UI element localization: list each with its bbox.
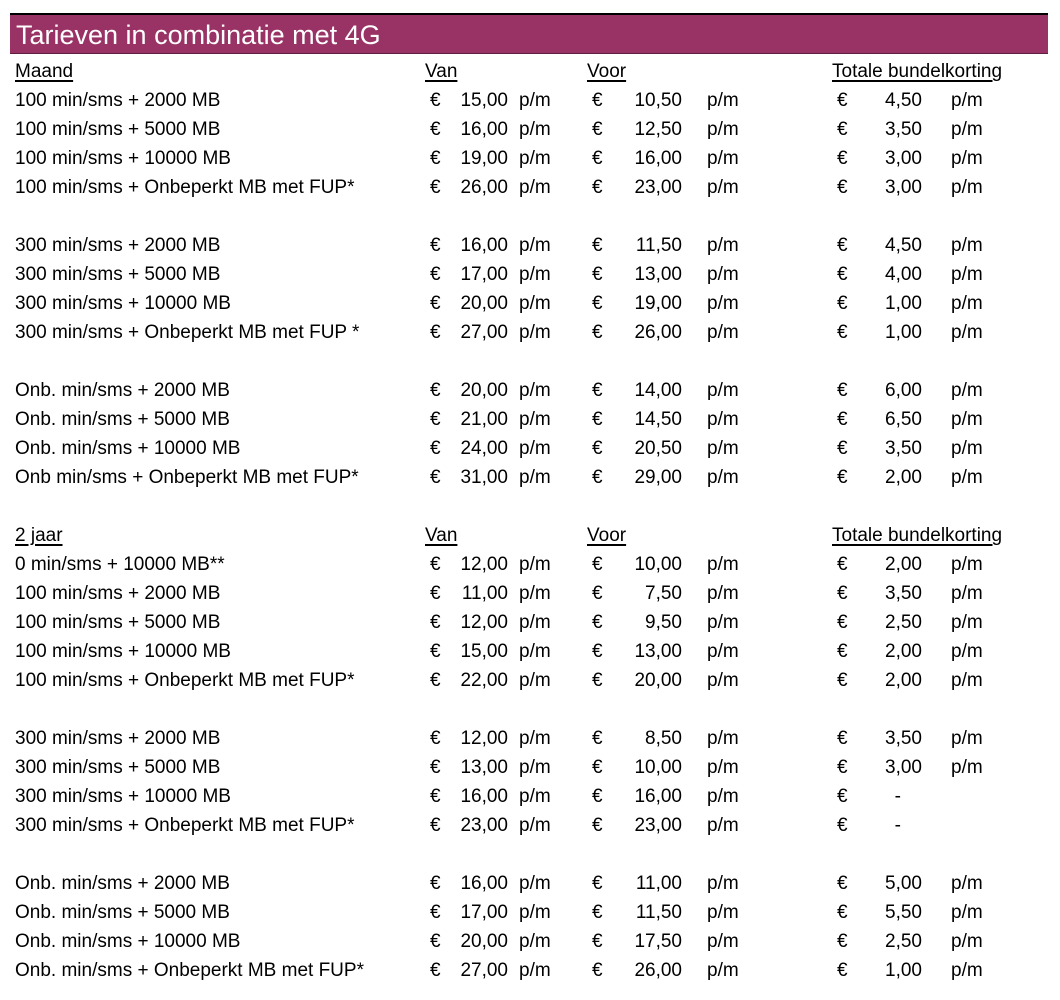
column-header-voor: Voor xyxy=(587,61,627,82)
bundle-discount: 3,50 xyxy=(885,728,922,749)
bundle-discount: 2,00 xyxy=(885,670,922,691)
currency-symbol: € xyxy=(592,641,603,662)
currency-symbol: € xyxy=(430,235,441,256)
bundle-discount: 3,00 xyxy=(885,148,922,169)
currency-symbol: € xyxy=(837,873,848,894)
unit-label: p/m xyxy=(951,467,983,488)
currency-symbol: € xyxy=(837,438,848,459)
currency-symbol: € xyxy=(430,554,441,575)
currency-symbol: € xyxy=(592,409,603,430)
price-voor: 10,00 xyxy=(634,554,682,575)
bundle-name: 100 min/sms + 10000 MB xyxy=(15,148,231,169)
section-label: 2 jaar xyxy=(15,525,63,546)
price-voor: 10,50 xyxy=(634,90,682,111)
table-row xyxy=(0,463,1060,492)
currency-symbol: € xyxy=(430,438,441,459)
section-header-row xyxy=(0,521,1060,550)
currency-symbol: € xyxy=(430,177,441,198)
unit-label: p/m xyxy=(519,960,551,981)
price-van: 17,00 xyxy=(460,902,508,923)
unit-label: p/m xyxy=(707,264,739,285)
bundle-name: 300 min/sms + 5000 MB xyxy=(15,264,221,285)
currency-symbol: € xyxy=(592,264,603,285)
price-voor: 19,00 xyxy=(634,293,682,314)
column-header-van: Van xyxy=(425,525,458,546)
bundle-name: 300 min/sms + 5000 MB xyxy=(15,757,221,778)
table-row xyxy=(0,434,1060,463)
currency-symbol: € xyxy=(837,293,848,314)
currency-symbol: € xyxy=(430,409,441,430)
unit-label: p/m xyxy=(707,293,739,314)
table-row xyxy=(0,637,1060,666)
unit-label: p/m xyxy=(951,554,983,575)
unit-label: p/m xyxy=(951,612,983,633)
currency-symbol: € xyxy=(430,902,441,923)
unit-label: p/m xyxy=(951,90,983,111)
unit-label: p/m xyxy=(707,873,739,894)
currency-symbol: € xyxy=(592,931,603,952)
unit-label: p/m xyxy=(951,148,983,169)
unit-label: p/m xyxy=(519,612,551,633)
price-van: 12,00 xyxy=(460,612,508,633)
table-row xyxy=(0,318,1060,347)
currency-symbol: € xyxy=(430,90,441,111)
price-van: 12,00 xyxy=(460,554,508,575)
table-row xyxy=(0,811,1060,840)
unit-label: p/m xyxy=(519,177,551,198)
unit-label: p/m xyxy=(519,148,551,169)
table-row xyxy=(0,173,1060,202)
bundle-name: Onb. min/sms + 10000 MB xyxy=(15,438,241,459)
unit-label: p/m xyxy=(707,177,739,198)
currency-symbol: € xyxy=(592,757,603,778)
table-row xyxy=(0,144,1060,173)
price-van: 23,00 xyxy=(460,815,508,836)
currency-symbol: € xyxy=(592,380,603,401)
unit-label: p/m xyxy=(519,90,551,111)
bundle-discount: 3,50 xyxy=(885,438,922,459)
bundle-discount: 1,00 xyxy=(885,293,922,314)
currency-symbol: € xyxy=(837,90,848,111)
unit-label: p/m xyxy=(951,728,983,749)
currency-symbol: € xyxy=(430,119,441,140)
currency-symbol: € xyxy=(592,612,603,633)
bundle-name: 300 min/sms + 10000 MB xyxy=(15,786,231,807)
bundle-name: 100 min/sms + 2000 MB xyxy=(15,90,221,111)
currency-symbol: € xyxy=(837,757,848,778)
unit-label: p/m xyxy=(707,815,739,836)
section-header-row xyxy=(0,57,1060,86)
bundle-name: 300 min/sms + 2000 MB xyxy=(15,235,221,256)
unit-label: p/m xyxy=(519,293,551,314)
bundle-name: 300 min/sms + 10000 MB xyxy=(15,293,231,314)
bundle-discount: 3,50 xyxy=(885,119,922,140)
unit-label: p/m xyxy=(951,380,983,401)
table-row xyxy=(0,898,1060,927)
price-van: 16,00 xyxy=(460,235,508,256)
table-row xyxy=(0,260,1060,289)
unit-label: p/m xyxy=(951,757,983,778)
currency-symbol: € xyxy=(430,757,441,778)
bundle-discount: 4,50 xyxy=(885,235,922,256)
bundle-discount: 2,00 xyxy=(885,641,922,662)
unit-label: p/m xyxy=(519,873,551,894)
price-van: 27,00 xyxy=(460,960,508,981)
unit-label: p/m xyxy=(951,293,983,314)
price-voor: 12,50 xyxy=(634,119,682,140)
unit-label: p/m xyxy=(707,467,739,488)
bundle-name: 0 min/sms + 10000 MB** xyxy=(15,554,225,575)
bundle-name: 100 min/sms + 10000 MB xyxy=(15,641,231,662)
table-row xyxy=(0,956,1060,985)
table-row xyxy=(0,115,1060,144)
currency-symbol: € xyxy=(592,728,603,749)
bundle-discount: 4,50 xyxy=(885,90,922,111)
bundle-name: 100 min/sms + Onbeperkt MB met FUP* xyxy=(15,177,355,198)
currency-symbol: € xyxy=(592,148,603,169)
price-van: 26,00 xyxy=(460,177,508,198)
currency-symbol: € xyxy=(430,612,441,633)
price-voor: 20,50 xyxy=(634,438,682,459)
table-row xyxy=(0,579,1060,608)
price-van: 20,00 xyxy=(460,931,508,952)
currency-symbol: € xyxy=(430,583,441,604)
price-van: 22,00 xyxy=(460,670,508,691)
price-van: 17,00 xyxy=(460,264,508,285)
price-voor: 14,00 xyxy=(634,380,682,401)
bundle-discount: 1,00 xyxy=(885,960,922,981)
currency-symbol: € xyxy=(430,728,441,749)
unit-label: p/m xyxy=(951,264,983,285)
currency-symbol: € xyxy=(592,177,603,198)
currency-symbol: € xyxy=(837,554,848,575)
unit-label: p/m xyxy=(951,438,983,459)
unit-label: p/m xyxy=(519,931,551,952)
bundle-discount: 1,00 xyxy=(885,322,922,343)
bundle-name: Onb. min/sms + 5000 MB xyxy=(15,902,230,923)
bundle-name: 300 min/sms + Onbeperkt MB met FUP* xyxy=(15,815,355,836)
price-van: 21,00 xyxy=(460,409,508,430)
currency-symbol: € xyxy=(837,670,848,691)
unit-label: p/m xyxy=(707,757,739,778)
unit-label: p/m xyxy=(951,235,983,256)
currency-symbol: € xyxy=(430,815,441,836)
table-row xyxy=(0,666,1060,695)
bundle-discount: 3,50 xyxy=(885,583,922,604)
bundle-name: 300 min/sms + Onbeperkt MB met FUP * xyxy=(15,322,360,343)
unit-label: p/m xyxy=(519,728,551,749)
unit-label: p/m xyxy=(951,960,983,981)
price-van: 13,00 xyxy=(460,757,508,778)
bundle-discount: 5,00 xyxy=(885,873,922,894)
bundle-name: Onb. min/sms + 10000 MB xyxy=(15,931,241,952)
unit-label: p/m xyxy=(707,148,739,169)
table-row xyxy=(0,289,1060,318)
bundle-name: 100 min/sms + Onbeperkt MB met FUP* xyxy=(15,670,355,691)
currency-symbol: € xyxy=(837,641,848,662)
table-row xyxy=(0,782,1060,811)
unit-label: p/m xyxy=(519,641,551,662)
column-header-voor: Voor xyxy=(587,525,627,546)
bundle-discount: 2,50 xyxy=(885,612,922,633)
bundle-discount: 2,00 xyxy=(885,554,922,575)
currency-symbol: € xyxy=(592,119,603,140)
currency-symbol: € xyxy=(837,380,848,401)
currency-symbol: € xyxy=(592,293,603,314)
bundle-name: Onb. min/sms + 2000 MB xyxy=(15,380,230,401)
currency-symbol: € xyxy=(430,322,441,343)
price-voor: 11,50 xyxy=(635,902,682,923)
bundle-discount: 6,00 xyxy=(885,380,922,401)
currency-symbol: € xyxy=(837,119,848,140)
unit-label: p/m xyxy=(951,322,983,343)
currency-symbol: € xyxy=(592,670,603,691)
currency-symbol: € xyxy=(837,467,848,488)
currency-symbol: € xyxy=(837,264,848,285)
price-voor: 16,00 xyxy=(634,786,682,807)
unit-label: p/m xyxy=(707,380,739,401)
currency-symbol: € xyxy=(837,235,848,256)
price-voor: 13,00 xyxy=(634,641,682,662)
currency-symbol: € xyxy=(837,728,848,749)
bundle-discount: 5,50 xyxy=(885,902,922,923)
unit-label: p/m xyxy=(707,554,739,575)
price-voor: 23,00 xyxy=(634,177,682,198)
currency-symbol: € xyxy=(430,641,441,662)
unit-label: p/m xyxy=(707,409,739,430)
unit-label: p/m xyxy=(519,467,551,488)
unit-label: p/m xyxy=(951,119,983,140)
price-van: 24,00 xyxy=(460,438,508,459)
currency-symbol: € xyxy=(430,148,441,169)
unit-label: p/m xyxy=(519,815,551,836)
unit-label: p/m xyxy=(707,612,739,633)
currency-symbol: € xyxy=(837,409,848,430)
table-row xyxy=(0,608,1060,637)
price-van: 27,00 xyxy=(460,322,508,343)
currency-symbol: € xyxy=(592,583,603,604)
price-voor: 11,00 xyxy=(635,873,682,894)
currency-symbol: € xyxy=(592,786,603,807)
price-voor: 20,00 xyxy=(634,670,682,691)
currency-symbol: € xyxy=(837,612,848,633)
table-row xyxy=(0,86,1060,115)
price-van: 16,00 xyxy=(460,786,508,807)
unit-label: p/m xyxy=(951,583,983,604)
currency-symbol: € xyxy=(837,322,848,343)
table-row xyxy=(0,405,1060,434)
currency-symbol: € xyxy=(837,931,848,952)
unit-label: p/m xyxy=(519,235,551,256)
unit-label: p/m xyxy=(519,438,551,459)
table-row xyxy=(0,753,1060,782)
currency-symbol: € xyxy=(837,786,848,807)
unit-label: p/m xyxy=(951,902,983,923)
bundle-discount: - xyxy=(894,786,901,807)
price-voor: 23,00 xyxy=(634,815,682,836)
price-voor: 10,00 xyxy=(634,757,682,778)
price-voor: 17,50 xyxy=(634,931,682,952)
currency-symbol: € xyxy=(430,931,441,952)
unit-label: p/m xyxy=(519,902,551,923)
unit-label: p/m xyxy=(951,931,983,952)
price-van: 31,00 xyxy=(460,467,508,488)
bundle-discount: 4,00 xyxy=(885,264,922,285)
price-voor: 26,00 xyxy=(634,960,682,981)
currency-symbol: € xyxy=(592,815,603,836)
table-row xyxy=(0,376,1060,405)
bundle-discount: 6,50 xyxy=(885,409,922,430)
column-header-korting: Totale bundelkorting xyxy=(832,61,1003,82)
currency-symbol: € xyxy=(837,960,848,981)
price-voor: 14,50 xyxy=(634,409,682,430)
currency-symbol: € xyxy=(592,235,603,256)
currency-symbol: € xyxy=(592,902,603,923)
price-van: 19,00 xyxy=(460,148,508,169)
currency-symbol: € xyxy=(837,177,848,198)
unit-label: p/m xyxy=(951,641,983,662)
price-van: 15,00 xyxy=(460,641,508,662)
unit-label: p/m xyxy=(519,119,551,140)
currency-symbol: € xyxy=(592,90,603,111)
price-van: 16,00 xyxy=(460,119,508,140)
currency-symbol: € xyxy=(430,293,441,314)
bundle-name: Onb. min/sms + 5000 MB xyxy=(15,409,230,430)
bundle-name: 100 min/sms + 5000 MB xyxy=(15,119,221,140)
currency-symbol: € xyxy=(430,467,441,488)
currency-symbol: € xyxy=(837,902,848,923)
unit-label: p/m xyxy=(519,583,551,604)
bundle-discount: - xyxy=(894,815,901,836)
unit-label: p/m xyxy=(519,786,551,807)
currency-symbol: € xyxy=(430,960,441,981)
currency-symbol: € xyxy=(430,264,441,285)
unit-label: p/m xyxy=(951,177,983,198)
table-row xyxy=(0,724,1060,753)
unit-label: p/m xyxy=(519,322,551,343)
price-van: 11,00 xyxy=(461,583,508,604)
table-row xyxy=(0,869,1060,898)
unit-label: p/m xyxy=(707,902,739,923)
currency-symbol: € xyxy=(592,873,603,894)
unit-label: p/m xyxy=(707,583,739,604)
currency-symbol: € xyxy=(430,380,441,401)
currency-symbol: € xyxy=(592,960,603,981)
unit-label: p/m xyxy=(707,322,739,343)
bundle-name: Onb. min/sms + Onbeperkt MB met FUP* xyxy=(15,960,364,981)
price-voor: 11,50 xyxy=(635,235,682,256)
column-header-korting: Totale bundelkorting xyxy=(832,525,1003,546)
bundle-name: 300 min/sms + 2000 MB xyxy=(15,728,221,749)
section-label: Maand xyxy=(15,61,74,82)
price-voor: 16,00 xyxy=(634,148,682,169)
price-van: 20,00 xyxy=(460,293,508,314)
currency-symbol: € xyxy=(592,467,603,488)
table-row xyxy=(0,927,1060,956)
currency-symbol: € xyxy=(592,438,603,459)
price-van: 16,00 xyxy=(460,873,508,894)
table-row xyxy=(0,550,1060,579)
unit-label: p/m xyxy=(707,90,739,111)
unit-label: p/m xyxy=(519,409,551,430)
price-voor: 26,00 xyxy=(634,322,682,343)
price-van: 15,00 xyxy=(460,90,508,111)
unit-label: p/m xyxy=(707,119,739,140)
bundle-name: Onb. min/sms + 2000 MB xyxy=(15,873,230,894)
column-header-van: Van xyxy=(425,61,458,82)
bundle-discount: 3,00 xyxy=(885,177,922,198)
unit-label: p/m xyxy=(707,641,739,662)
currency-symbol: € xyxy=(837,148,848,169)
unit-label: p/m xyxy=(951,409,983,430)
unit-label: p/m xyxy=(519,380,551,401)
price-voor: 9,50 xyxy=(645,612,682,633)
bundle-name: 100 min/sms + 2000 MB xyxy=(15,583,221,604)
unit-label: p/m xyxy=(707,438,739,459)
price-voor: 8,50 xyxy=(645,728,682,749)
currency-symbol: € xyxy=(430,786,441,807)
bundle-discount: 3,00 xyxy=(885,757,922,778)
unit-label: p/m xyxy=(707,960,739,981)
price-van: 20,00 xyxy=(460,380,508,401)
currency-symbol: € xyxy=(592,322,603,343)
currency-symbol: € xyxy=(430,873,441,894)
currency-symbol: € xyxy=(592,554,603,575)
unit-label: p/m xyxy=(707,931,739,952)
table-row xyxy=(0,231,1060,260)
bundle-name: Onb min/sms + Onbeperkt MB met FUP* xyxy=(15,467,359,488)
unit-label: p/m xyxy=(519,554,551,575)
price-voor: 7,50 xyxy=(645,583,682,604)
currency-symbol: € xyxy=(837,815,848,836)
page-title: Tarieven in combinatie met 4G xyxy=(16,20,381,50)
unit-label: p/m xyxy=(707,235,739,256)
unit-label: p/m xyxy=(707,786,739,807)
price-van: 12,00 xyxy=(460,728,508,749)
unit-label: p/m xyxy=(519,264,551,285)
unit-label: p/m xyxy=(519,670,551,691)
bundle-name: 100 min/sms + 5000 MB xyxy=(15,612,221,633)
price-voor: 29,00 xyxy=(634,467,682,488)
unit-label: p/m xyxy=(707,670,739,691)
bundle-discount: 2,00 xyxy=(885,467,922,488)
price-voor: 13,00 xyxy=(634,264,682,285)
currency-symbol: € xyxy=(837,583,848,604)
unit-label: p/m xyxy=(519,757,551,778)
bundle-discount: 2,50 xyxy=(885,931,922,952)
currency-symbol: € xyxy=(430,670,441,691)
unit-label: p/m xyxy=(707,728,739,749)
unit-label: p/m xyxy=(951,670,983,691)
unit-label: p/m xyxy=(951,873,983,894)
